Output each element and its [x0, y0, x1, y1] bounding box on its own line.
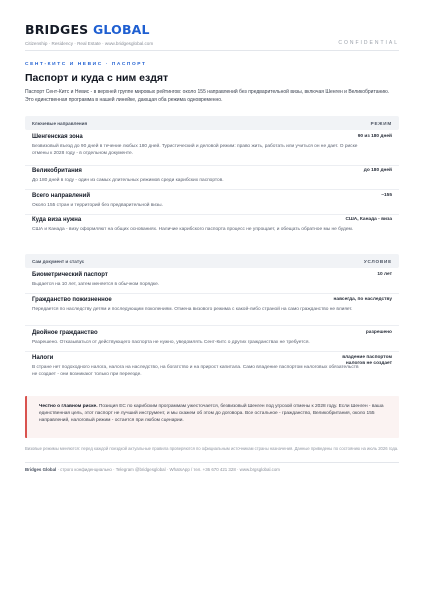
brand-logo: BRIDGES GLOBAL — [25, 22, 150, 37]
lead-paragraph: Паспорт Сент-Китс и Невис - в верхней группе мировых рейтингов: около 155 направлений без предварительной визы, включая Шенген и Великобританию. Это единственная программа в нашей линейке, дающая оба режима одновременно. — [25, 89, 390, 103]
section-header-destinations — [25, 116, 399, 130]
row-desc: Передается по наследству детям и последующим поколениям. Отмена визового режима с какой-либо страной на само гражданство не влияет. — [32, 307, 353, 312]
footer-brand: Bridges Global — [25, 467, 57, 472]
row-name: Всего направлений — [32, 193, 91, 199]
row-value: ~155 — [381, 193, 392, 198]
section-header-right: УСЛОВИЕ — [363, 258, 392, 264]
footer — [25, 467, 399, 472]
row-desc: Разрешено. Отказываться от действующего паспорта не нужно, уведомлять Сент-Китс о других гражданствах не требуется. — [32, 340, 310, 345]
callout-body: Позиция ЕС по карибским программам ужесточается, безвизовый Шенген под угрозой отмены к 2028 году. Если Шенген - ваша единственная цель, этот паспорт не лучший инструмент, и мы скажем об этом до договора. Все остальное - гражданство, Великобритания, около 155 направлений, налоговый режим - остается при любом сценарии. — [39, 404, 384, 424]
page-title: Паспорт и куда с ним ездят — [25, 72, 169, 84]
table-row — [25, 272, 399, 294]
row-desc: Около 155 стран и территорий без предварительной визы. — [32, 203, 163, 208]
table-row — [25, 168, 399, 190]
table-row — [25, 193, 399, 215]
document-header — [25, 22, 399, 46]
section-header-right: РЕЖИМ — [370, 120, 392, 126]
row-desc: В стране нет подоходного налога, налога на наследство, на богатство и на прирост капитала. Само владение паспортом налоговых обязательств не создает - они возникают только при переезде. — [32, 365, 359, 377]
row-name: Двойное гражданство — [32, 330, 98, 336]
callout-text — [39, 403, 387, 425]
header-divider — [25, 50, 399, 51]
row-desc: До 180 дней в году - один из самых длительных режимов среди карибских паспортов. — [32, 178, 224, 183]
row-desc: Безвизовый въезд до 90 дней в течение любых 180 дней. Туристический и деловой режим: право жить, работать или учиться он не дает. О риске отмены к 2028 году - в отдельном документе. — [32, 144, 358, 156]
row-name: Шенгенская зона — [32, 134, 83, 140]
table-row — [25, 217, 399, 247]
disclaimer: Визовые режимы меняются: перед каждой поездкой актуальные правила проверяются по официальным источникам страны назначения. Данные приведены по состоянию на июль 2026 года. — [25, 446, 399, 451]
row-name: Великобритания — [32, 168, 82, 174]
row-value: США, Канада - виза — [345, 217, 392, 222]
row-name: Биометрический паспорт — [32, 272, 108, 278]
callout-bold: Честно о главном риске. — [39, 404, 98, 409]
footer-contacts: · строго конфиденциально · Telegram @bridgesglobal · WhatsApp / тел. +36 670 421 328 · www.brgsglobal.com — [56, 467, 280, 472]
confidential-label: CONFIDENTIAL — [338, 40, 399, 46]
row-value: 90 из 180 дней — [357, 134, 392, 139]
section-header-status — [25, 254, 399, 268]
section-header-label: Ключевые направления — [32, 120, 88, 126]
table-row — [25, 134, 399, 166]
table-row — [25, 330, 399, 352]
row-value: 10 лет — [377, 272, 392, 277]
section-header-label: Сам документ и статус — [32, 258, 85, 264]
brand-subline: Citizenship · Residency · Real Estate · www.bridgesglobal.com — [25, 41, 154, 46]
table-row — [25, 355, 399, 384]
row-name: Налоги — [32, 355, 54, 361]
row-name: Гражданство пожизненное — [32, 297, 112, 303]
row-desc: Выдается на 10 лет, затем меняется в обычном порядке. — [32, 282, 160, 287]
footer-divider — [25, 462, 399, 463]
table-row — [25, 297, 399, 326]
row-value: владение паспортом налогов не создает — [342, 355, 392, 367]
section-eyebrow: СЕНТ-КИТС И НЕВИС · ПАСПОРТ — [25, 62, 147, 67]
risk-callout — [25, 396, 399, 438]
row-name: Куда виза нужна — [32, 217, 82, 223]
row-value: навсегда, по наследству — [333, 297, 392, 302]
row-desc: США и Канада - визу оформляют на общих основаниях. Наличие карибского паспорта процесс не упрощает, и обещать обратное мы не будем. — [32, 227, 354, 232]
row-value: до 180 дней — [363, 168, 392, 173]
row-value: разрешено — [365, 330, 392, 335]
